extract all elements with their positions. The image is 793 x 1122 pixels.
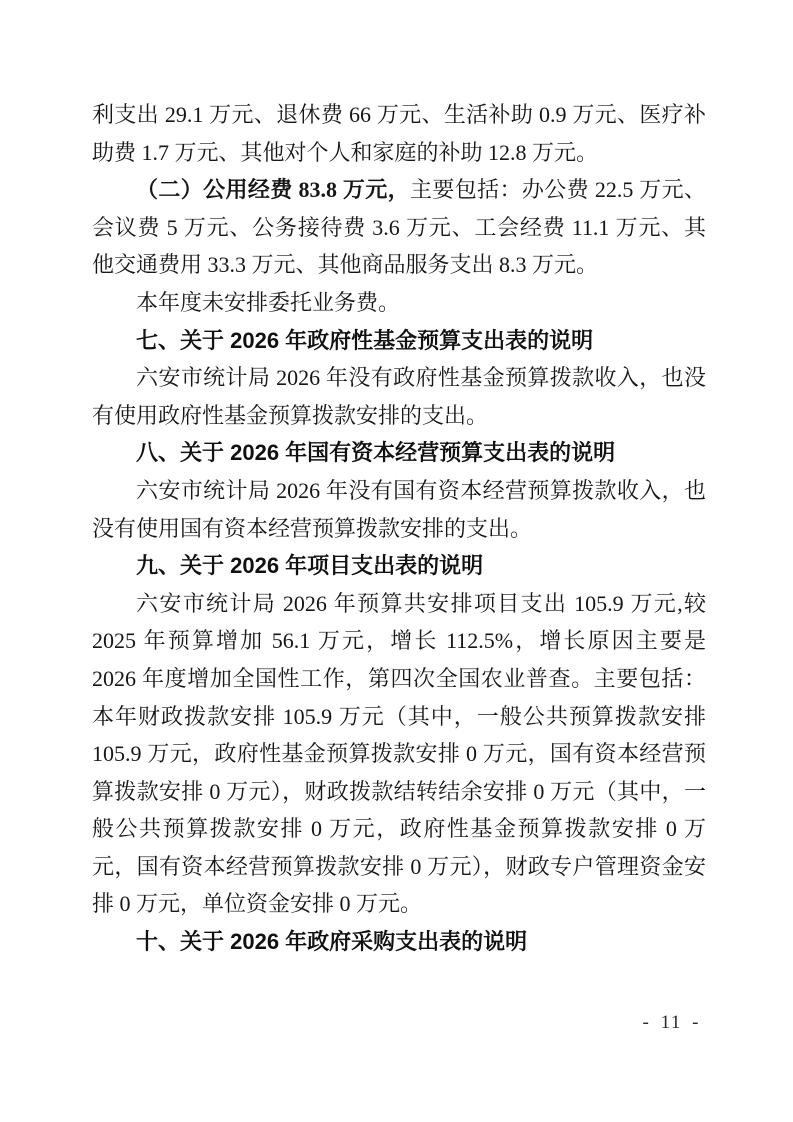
page-content	[92, 96, 706, 961]
body-paragraph	[92, 96, 706, 171]
body-paragraph	[92, 284, 706, 322]
bold-text-run: 八、关于 2026 年国有资本经营预算支出表的说明	[136, 440, 616, 466]
body-paragraph	[92, 171, 706, 284]
text-run: 利支出 29.1 万元、退休费 66 万元、生活补助 0.9 万元、医疗补助费 1.7 万元、其他对个人和家庭的补助 12.8 万元。	[92, 102, 706, 165]
text-run: 六安市统计局 2026 年预算共安排项目支出 105.9 万元,较 2025 年预算增加 56.1 万元，增长 112.5%，增长原因主要是 2026 年度增加全国性工作，第四次全国农业普查。主要包括：本年财政拨款安排 105.9 万元（其中，一般公共预算拨款安排 105.9 万元，政府性基金预算拨款安排 0 万元，国有资本经营预算拨款安排 0 万元），财政拨款结转结余安排 0 万元（其中，一般公共预算拨款安排 0 万元，政府性基金预算拨款安排 0 万元，国有资本经营预算拨款安排 0 万元），财政专户管理资金安排 0 万元，单位资金安排 0 万元。	[92, 590, 706, 917]
body-paragraph	[92, 472, 706, 547]
bold-text-run: （二）公用经费 83.8 万元，	[136, 177, 410, 203]
text-run: 六安市统计局 2026 年没有国有资本经营预算拨款收入，也没有使用国有资本经营预算拨款安排的支出。	[92, 477, 706, 541]
body-paragraph	[92, 585, 706, 923]
page-number: - 11 -	[642, 1012, 700, 1033]
bold-text-run: 七、关于 2026 年政府性基金预算支出表的说明	[136, 327, 594, 353]
bold-text-run: 十、关于 2026 年政府采购支出表的说明	[136, 929, 528, 955]
text-run: 本年度未安排委托业务费。	[136, 289, 401, 315]
text-run: 主要包括：办公费 22.5 万元、会议费 5 万元、公务接待费 3.6 万元、工会经费 11.1 万元、其他交通费用 33.3 万元、其他商品服务支出 8.3 万元。	[92, 177, 706, 278]
bold-text-run: 九、关于 2026 年项目支出表的说明	[136, 553, 484, 579]
section-heading	[92, 322, 706, 360]
section-heading	[92, 434, 706, 472]
section-heading	[92, 547, 706, 585]
text-run: 六安市统计局 2026 年没有政府性基金预算拨款收入，也没有使用政府性基金预算拨款安排的支出。	[92, 365, 706, 428]
body-paragraph	[92, 359, 706, 434]
section-heading	[92, 923, 706, 961]
